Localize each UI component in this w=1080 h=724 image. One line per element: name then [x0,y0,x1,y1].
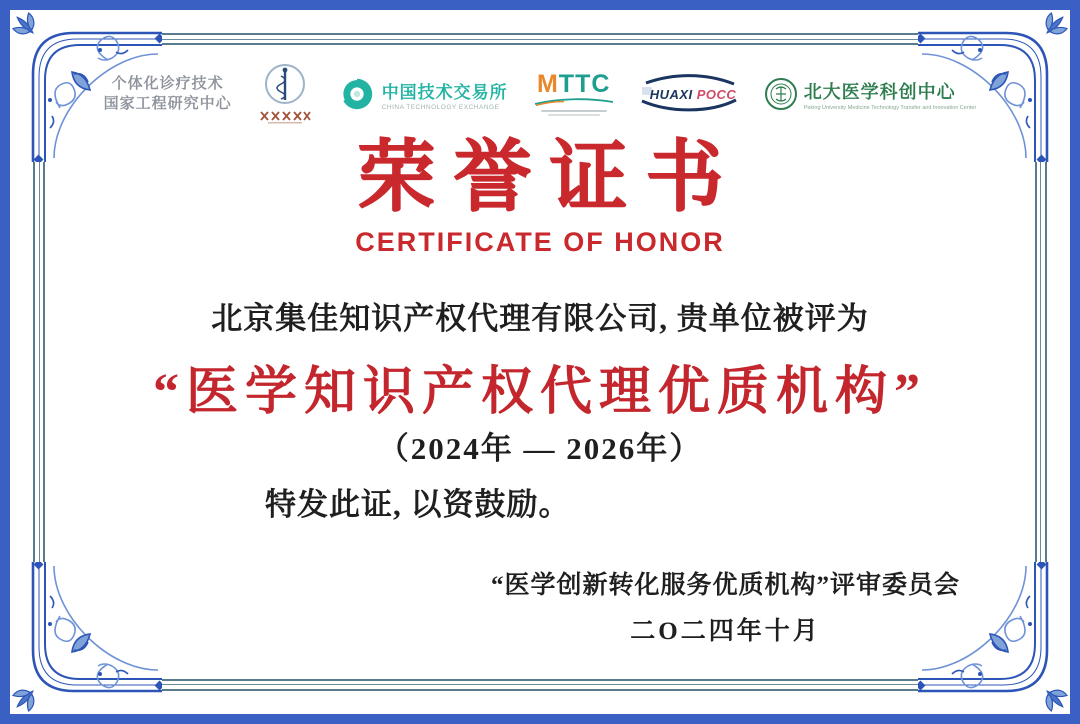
pku-cn-label: 北大医学科创中心 [803,81,956,102]
certificate-subtitle: CERTIFICATE OF HONOR [355,227,725,257]
pku-emblem-icon [764,77,798,111]
signature-block [491,565,960,647]
pku-medtech-logo [764,77,977,111]
mttc-ttc-label: TTC [558,70,611,98]
validity-period: （2024年 — 2026年） [377,431,703,466]
ctex-en-label: CHINA TECHNOLOGY EXCHANGE [381,103,500,111]
issue-date: 二O二四年十月 [630,618,821,645]
logo-row [0,56,1080,132]
ctex-ring-icon [338,75,376,113]
huaxi-label: HUAXI [649,87,697,102]
award-title-line: “医学知识产权代理优质机构” [152,364,927,421]
pku-en-label: Peking University Medicine Technology Transfer and Innovation Center [803,104,977,111]
recipient-line: 北京集佳知识产权代理有限公司, 贵单位被评为 [211,301,869,336]
mttc-fine-print [541,110,607,112]
mttc-fine-print [548,114,600,116]
nerc-line1: 个体化诊疗技术 [111,74,224,92]
pocc-label: POCC [696,87,737,102]
seal-emblem-icon [258,62,312,126]
huaxi-pocc-logo [640,73,738,115]
mttc-swoosh-icon [534,97,614,107]
issuer-committee: “医学创新转化服务优质机构”评审委员会 [490,572,960,599]
certificate-title: 荣誉证书 [356,131,741,222]
mttc-m-label: M [536,70,559,98]
ctex-logo [338,75,508,113]
seal-calligraphy-strokes [261,112,310,120]
corner-ornament-icon [10,562,162,714]
nerc-logo [104,74,232,115]
mttc-logo [534,72,614,116]
nerc-line2: 国家工程研究中心 [103,95,232,112]
medical-seal-logo [258,62,312,126]
ctex-cn-label: 中国技术交易所 [381,82,508,102]
closing-line: 特发此证, 以资鼓励。 [265,487,571,522]
